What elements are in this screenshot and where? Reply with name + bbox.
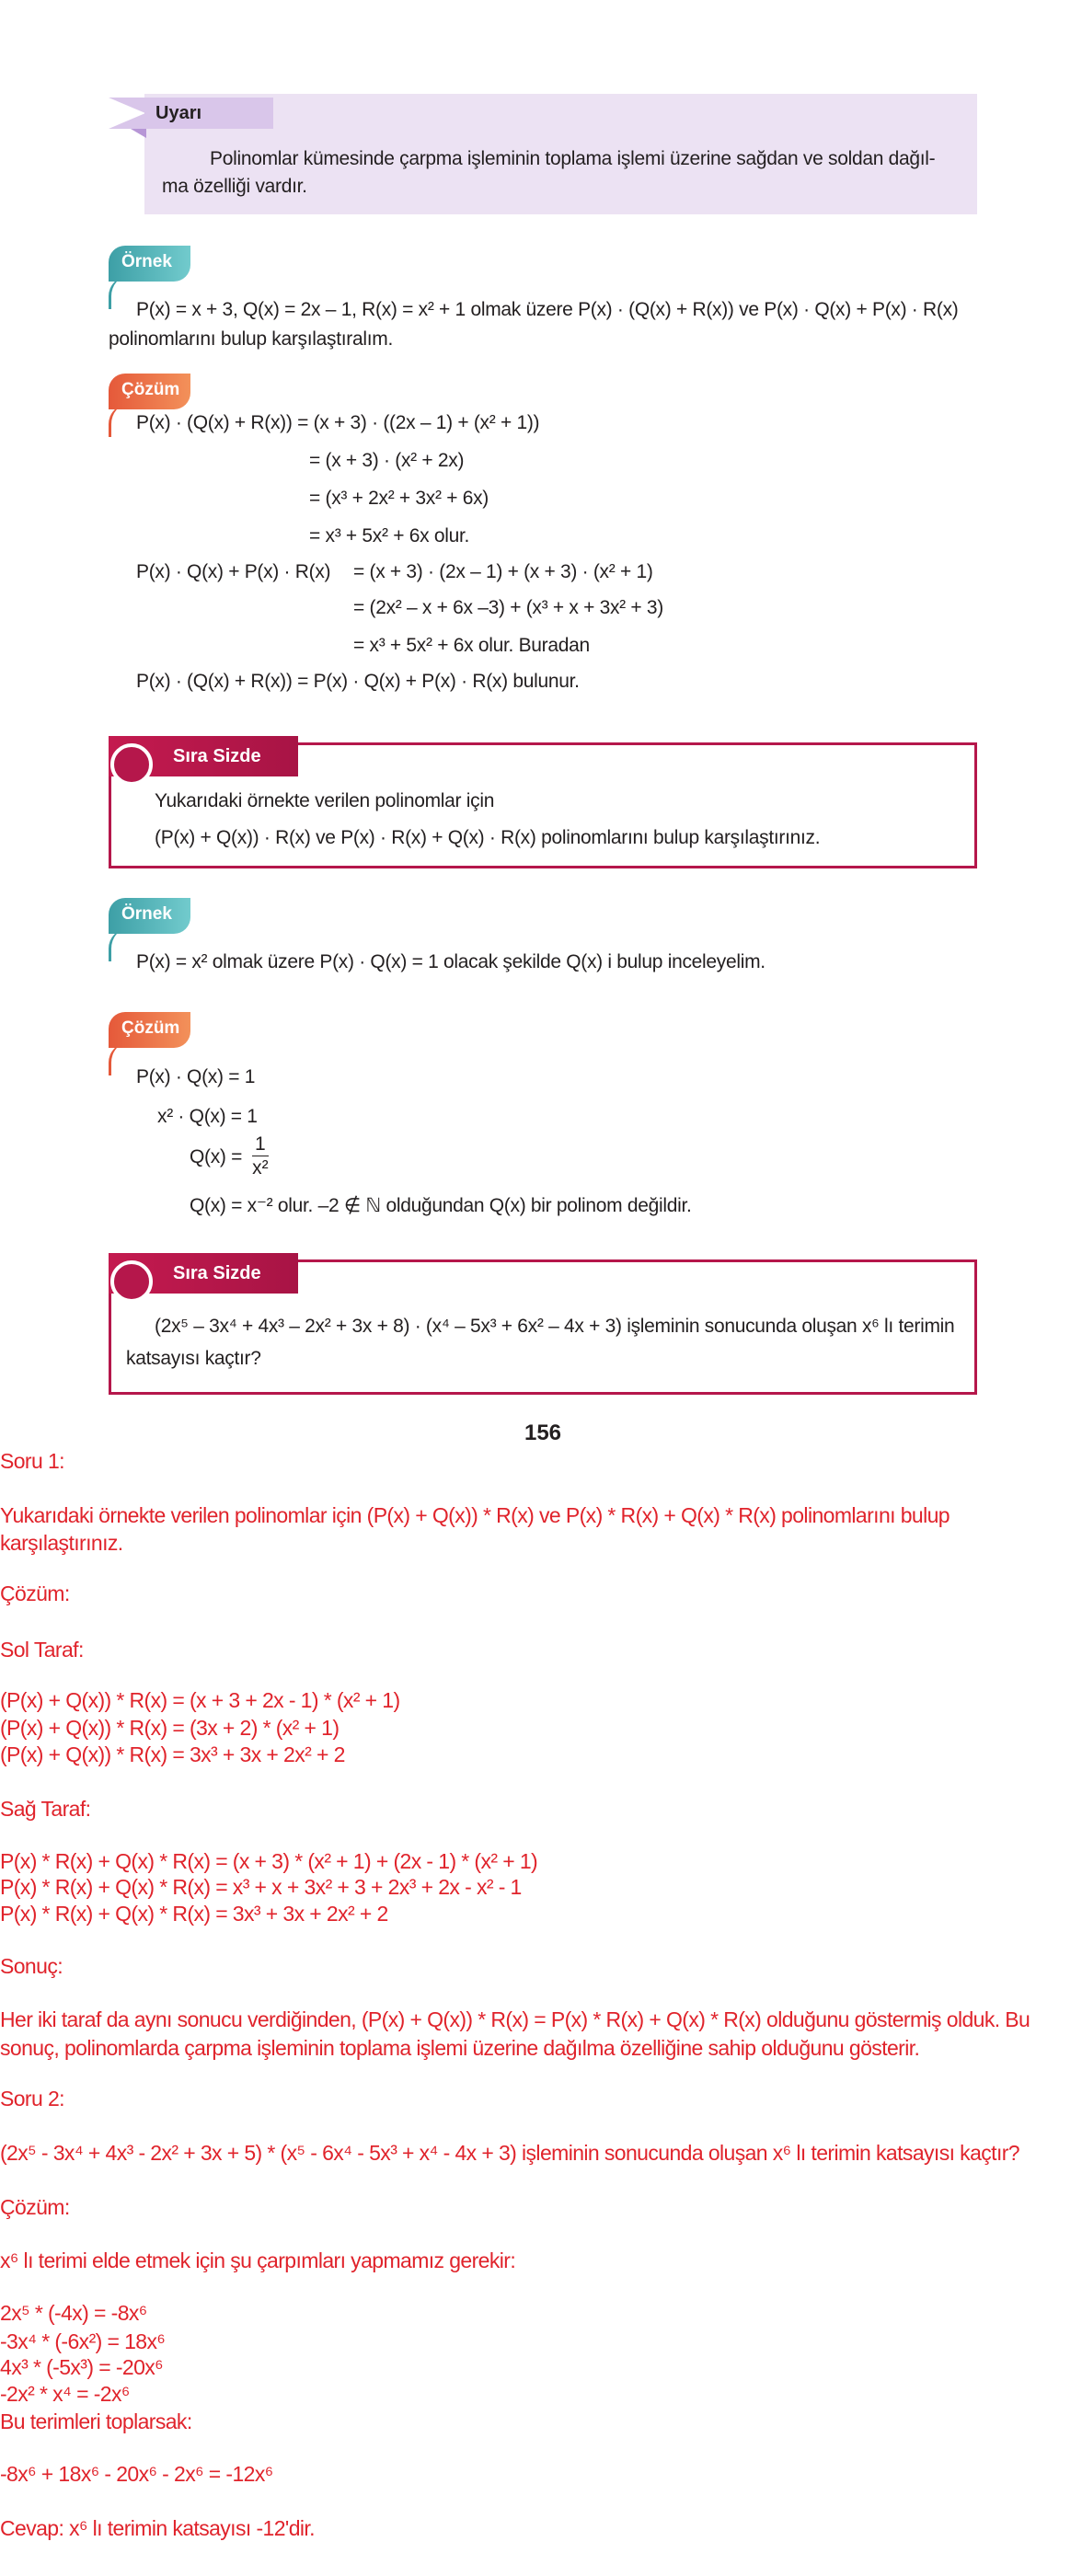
solution-tag: Çözüm — [109, 374, 190, 409]
solution-line: = x³ + 5x² + 6x olur. Buradan — [353, 635, 590, 656]
solution-line: = x³ + 5x² + 6x olur. — [309, 525, 470, 546]
example-text: polinomlarını bulup karşılaştıralım. — [109, 328, 393, 350]
warning-text: ma özelliği vardır. — [162, 176, 307, 197]
example-tag: Örnek — [109, 898, 190, 934]
page-number: 156 — [524, 1420, 562, 1445]
your-turn-text: (2x⁵ – 3x⁴ + 4x³ – 2x² + 3x + 8) · (x⁴ – 5x³ + 6x² – 4x + 3) işleminin sonucunda oluşan x⁶ lı terimin — [155, 1316, 955, 1337]
answer-line: P(x) * R(x) + Q(x) * R(x) = x³ + x + 3x² + 3 + 2x³ + 2x - x² - 1 — [0, 1875, 522, 1899]
answer-line: P(x) * R(x) + Q(x) * R(x) = 3x³ + 3x + 2x² + 2 — [0, 1902, 388, 1926]
answer-heading: Sonuç: — [0, 1954, 63, 1978]
answer-line: P(x) * R(x) + Q(x) * R(x) = (x + 3) * (x² + 1) + (2x - 1) * (x² + 1) — [0, 1849, 538, 1873]
solution-line: P(x) · Q(x) = 1 — [136, 1066, 256, 1087]
answer-line: 4x³ * (-5x³) = -20x⁶ — [0, 2355, 164, 2379]
answer-text: Bu terimleri toplarsak: — [0, 2409, 192, 2433]
answer-text: sonuç, polinomlarda çarpma işleminin toplama işlemi üzerine dağılma özelliğine sahip olduğunu gösterir. — [0, 2036, 920, 2060]
your-turn-tag: Sıra Sizde — [109, 736, 298, 776]
your-turn-circle-icon — [110, 743, 153, 786]
answer-heading: Çözüm: — [0, 2195, 70, 2219]
fraction-denominator: x² — [252, 1157, 269, 1179]
solution-line: P(x) · (Q(x) + R(x)) = P(x) · Q(x) + P(x) · R(x) bulunur. — [136, 671, 580, 692]
your-turn-tag: Sıra Sizde — [109, 1253, 298, 1294]
answer-line: -8x⁶ + 18x⁶ - 20x⁶ - 2x⁶ = -12x⁶ — [0, 2462, 273, 2486]
fraction — [252, 1133, 269, 1180]
answer-text: Yukarıdaki örnekte verilen polinomlar için (P(x) + Q(x)) * R(x) ve P(x) * R(x) + Q(x) * R(x) polinomlarını bulup — [0, 1503, 950, 1527]
solution-line: x² · Q(x) = 1 — [157, 1106, 258, 1127]
fraction-numerator: 1 — [252, 1133, 269, 1156]
answer-text: Her iki taraf da aynı sonucu verdiğinden, (P(x) + Q(x)) * R(x) = P(x) * R(x) + Q(x) * R(x) olduğunu göstermiş olduk. Bu — [0, 2007, 1030, 2031]
answer-text: x⁶ lı terimi elde etmek için şu çarpımları yapmamız gerekir: — [0, 2248, 516, 2272]
answer-line: -3x⁴ * (-6x²) = 18x⁶ — [0, 2329, 166, 2353]
your-turn-text: katsayısı kaçtır? — [126, 1348, 261, 1369]
solution-line: = (x + 3) · (x² + 2x) — [309, 450, 465, 471]
answer-line: (P(x) + Q(x)) * R(x) = 3x³ + 3x + 2x² + 2 — [0, 1742, 345, 1766]
answer-line: -2x² * x⁴ = -2x⁶ — [0, 2382, 130, 2406]
solution-line: P(x) · (Q(x) + R(x)) = (x + 3) · ((2x – 1) + (x² + 1)) — [136, 412, 540, 433]
warning-title: Uyarı — [144, 98, 273, 129]
solution-line: = (x³ + 2x² + 3x² + 6x) — [309, 488, 489, 509]
answer-line: (P(x) + Q(x)) * R(x) = (3x + 2) * (x² + 1) — [0, 1716, 340, 1740]
answer-line: 2x⁵ * (-4x) = -8x⁶ — [0, 2301, 147, 2325]
answer-final: Cevap: x⁶ lı terimin katsayısı -12'dir. — [0, 2516, 315, 2540]
your-turn-circle-icon — [110, 1260, 153, 1303]
solution-line: Q(x) = — [190, 1146, 243, 1167]
example-tag: Örnek — [109, 246, 190, 282]
example-text: P(x) = x + 3, Q(x) = 2x – 1, R(x) = x² + 1 olmak üzere P(x) · (Q(x) + R(x)) ve P(x) · Q(x) + P(x) · R(x) — [136, 299, 959, 320]
solution-line: P(x) · Q(x) + P(x) · R(x) — [136, 561, 331, 582]
warning-ribbon-notch — [109, 98, 145, 129]
answer-heading: Soru 1: — [0, 1449, 64, 1473]
solution-line: Q(x) = x⁻² olur. –2 ∉ ℕ olduğundan Q(x) bir polinom değildir. — [190, 1195, 692, 1216]
answer-heading: Soru 2: — [0, 2087, 64, 2110]
example-text: P(x) = x² olmak üzere P(x) · Q(x) = 1 olacak şekilde Q(x) i bulup inceleyelim. — [136, 951, 765, 972]
solution-line: = (x + 3) · (2x – 1) + (x + 3) · (x² + 1) — [353, 561, 653, 582]
your-turn-text: (P(x) + Q(x)) · R(x) ve P(x) · R(x) + Q(x) · R(x) polinomlarını bulup karşılaştırınız. — [155, 827, 821, 848]
solution-line: = (2x² – x + 6x –3) + (x³ + x + 3x² + 3) — [353, 597, 663, 618]
solution-tag: Çözüm — [109, 1012, 190, 1048]
warning-text: Polinomlar kümesinde çarpma işleminin toplama işlemi üzerine sağdan ve soldan dağıl- — [210, 148, 936, 169]
answer-heading: Sol Taraf: — [0, 1638, 84, 1662]
your-turn-text: Yukarıdaki örnekte verilen polinomlar için — [155, 790, 495, 811]
answer-text: (2x⁵ - 3x⁴ + 4x³ - 2x² + 3x + 5) * (x⁵ - 6x⁴ - 5x³ + x⁴ - 4x + 3) işleminin sonucunda oluşan x⁶ lı terimin katsayısı kaçtır? — [0, 2141, 1020, 2165]
answer-heading: Çözüm: — [0, 1581, 70, 1605]
answer-text: karşılaştırınız. — [0, 1531, 123, 1555]
answer-heading: Sağ Taraf: — [0, 1797, 91, 1821]
answer-line: (P(x) + Q(x)) * R(x) = (x + 3 + 2x - 1) * (x² + 1) — [0, 1688, 400, 1712]
warning-ribbon-fold — [131, 129, 146, 138]
